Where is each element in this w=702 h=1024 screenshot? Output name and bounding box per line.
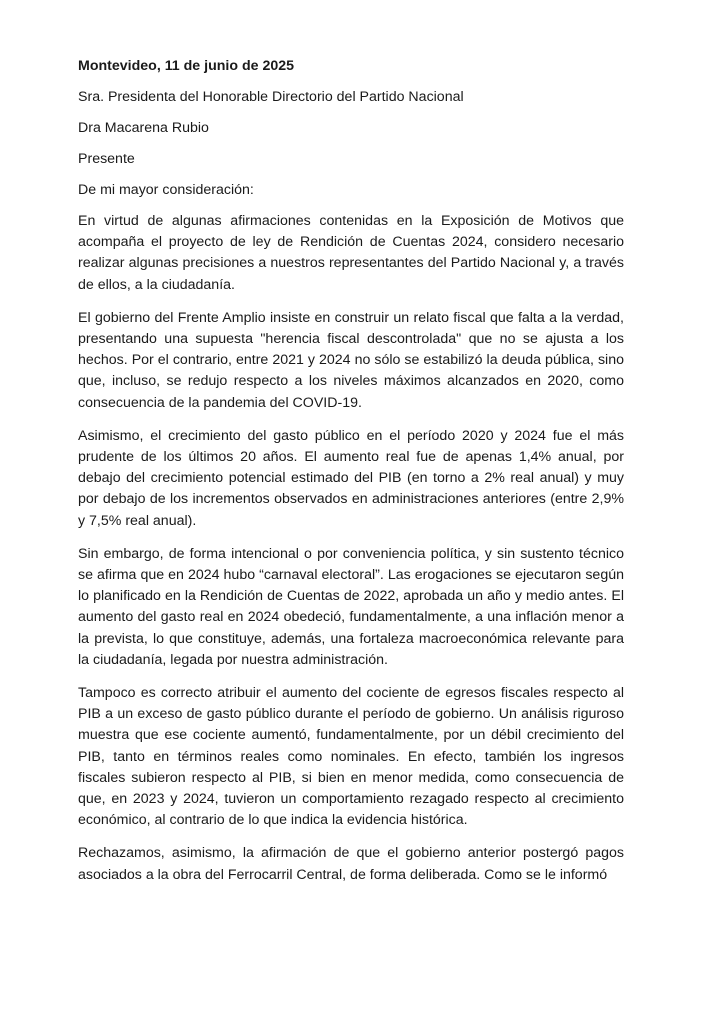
recipient-title: Sra. Presidenta del Honorable Directorio del Partido Nacional — [78, 89, 464, 105]
paragraph-4: Sin embargo, de forma intencional o por conveniencia política, y sin sustento técnico se afirma que en 2024 hubo “carnaval electoral”. Las erogaciones se ejecutaron según lo planificado en la Rendición de Cuentas de 2022, aprobada un año y medio antes. El aumento del gasto real en 2024 obedeció, fundamentalmente, a una inflación menor a la prevista, lo que constituye, además, una fortaleza macroeconómica relevante para la ciudadanía, legada por nuestra administración. — [78, 545, 624, 668]
paragraph-1: En virtud de algunas afirmaciones contenidas en la Exposición de Motivos que acompaña el proyecto de ley de Rendición de Cuentas 2024, considero necesario realizar algunas precisiones a nuestros representantes del Partido Nacional y, a través de ellos, a la ciudadanía. — [78, 213, 624, 293]
presente-line: Presente — [78, 151, 135, 167]
paragraph-2: El gobierno del Frente Amplio insiste en construir un relato fiscal que falta a la verdad, presentando una supuesta "herencia fiscal descontrolada" que no se ajusta a los hechos. Por el contrario, entre 2021 y 2024 no sólo se estabilizó la deuda pública, sino que, incluso, se redujo respecto a los niveles máximos alcanzados en 2020, como consecuencia de la pandemia del COVID-19. — [78, 309, 624, 411]
date-line: Montevideo, 11 de junio de 2025 — [78, 58, 295, 74]
paragraph-5: Tampoco es correcto atribuir el aumento del cociente de egresos fiscales respecto al PIB a un exceso de gasto público durante el período de gobierno. Un análisis riguroso muestra que ese cociente aumentó, fundamentalmente, por un débil crecimiento del PIB, tanto en términos reales como nominales. En efecto, también los ingresos fiscales subieron respecto al PIB, si bien en menor medida, como consecuencia de que, en 2023 y 2024, tuvieron un comportamiento rezagado respecto al crecimiento económico, al contrario de lo que indica la evidencia histórica. — [78, 685, 624, 829]
recipient-name: Dra Macarena Rubio — [78, 120, 209, 136]
paragraph-6: Rechazamos, asimismo, la afirmación de que el gobierno anterior postergó pagos asociados a la obra del Ferrocarril Central, de forma deliberada. Como se le informó — [78, 845, 624, 883]
letter-body — [78, 56, 624, 898]
paragraph-3: Asimismo, el crecimiento del gasto público en el período 2020 y 2024 fue el más prudente de los últimos 20 años. El aumento real fue de apenas 1,4% anual, por debajo del crecimiento potencial estimado del PIB (en torno a 2% real anual) y muy por debajo de los incrementos observados en administraciones anteriores (entre 2,9% y 7,5% real anual). — [78, 427, 624, 529]
salutation: De mi mayor consideración: — [78, 182, 254, 198]
